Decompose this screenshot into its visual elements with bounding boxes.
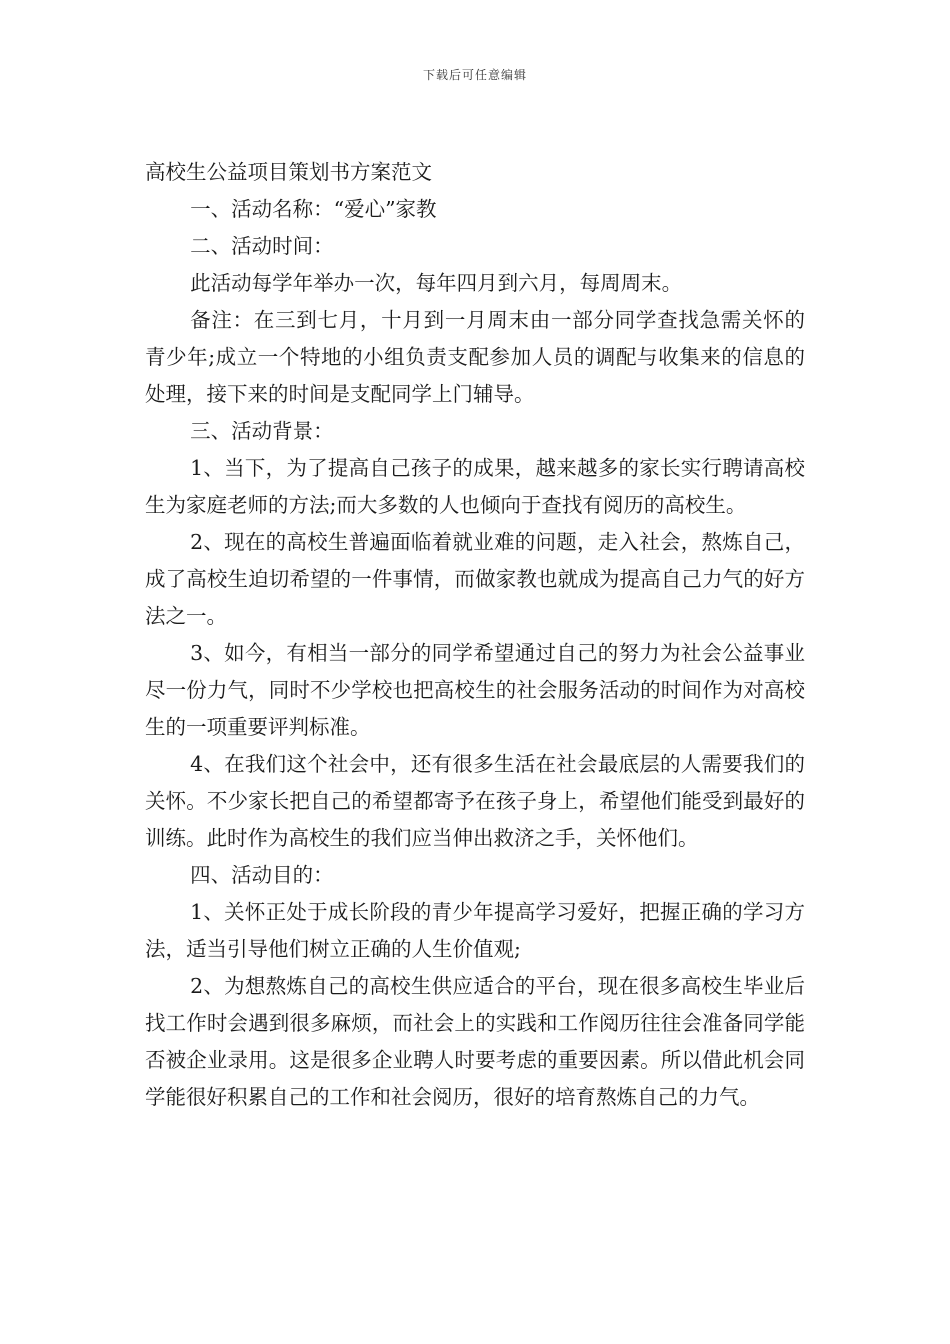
paragraph-remark: 备注：在三到七月，十月到一月周末由一部分同学查找急需关怀的青少年;成立一个特地的小组负责支配参加人员的调配与收集来的信息的处理，接下来的时间是支配同学上门辅导。 [145, 308, 805, 406]
paragraph-purpose-1: 1、关怀正处于成长阶段的青少年提高学习爱好，把握正确的学习方法，适当引导他们树立正确的人生价值观; [145, 900, 805, 961]
section-heading-activity-name: 一、活动名称：“爱心”家教 [190, 197, 437, 221]
paragraph-background-2: 2、现在的高校生普遍面临着就业难的问题，走入社会，熬炼自己，成了高校生迫切希望的一件事情，而做家教也就成为提高自己力气的好方法之一。 [145, 530, 805, 628]
document-body [145, 154, 805, 1116]
section-heading-activity-time: 二、活动时间： [190, 234, 334, 258]
paragraph-time-detail: 此活动每学年举办一次，每年四月到六月，每周周末。 [190, 271, 683, 295]
paragraph-purpose-2: 2、为想熬炼自己的高校生供应适合的平台，现在很多高校生毕业后找工作时会遇到很多麻烦，而社会上的实践和工作阅历往往会准备同学能否被企业录用。这是很多企业聘人时要考虑的重要因素。所以借此机会同学能很好积累自己的工作和社会阅历，很好的培育熬炼自己的力气。 [145, 974, 805, 1109]
paragraph-background-3: 3、如今，有相当一部分的同学希望通过自己的努力为社会公益事业尽一份力气，同时不少学校也把高校生的社会服务活动的时间作为对高校生的一项重要评判标准。 [145, 641, 805, 739]
section-heading-background: 三、活动背景： [190, 419, 334, 443]
section-heading-purpose: 四、活动目的： [190, 863, 334, 887]
page-header-note: 下载后可任意编辑 [422, 68, 527, 82]
paragraph-background-4: 4、在我们这个社会中，还有很多生活在社会最底层的人需要我们的关怀。不少家长把自己的希望都寄予在孩子身上，希望他们能受到最好的训练。此时作为高校生的我们应当伸出救济之手，关怀他们。 [145, 752, 805, 850]
paragraph-background-1: 1、当下，为了提高自己孩子的成果，越来越多的家长实行聘请高校生为家庭老师的方法;而大多数的人也倾向于查找有阅历的高校生。 [145, 456, 805, 517]
document-title: 高校生公益项目策划书方案范文 [145, 160, 432, 184]
